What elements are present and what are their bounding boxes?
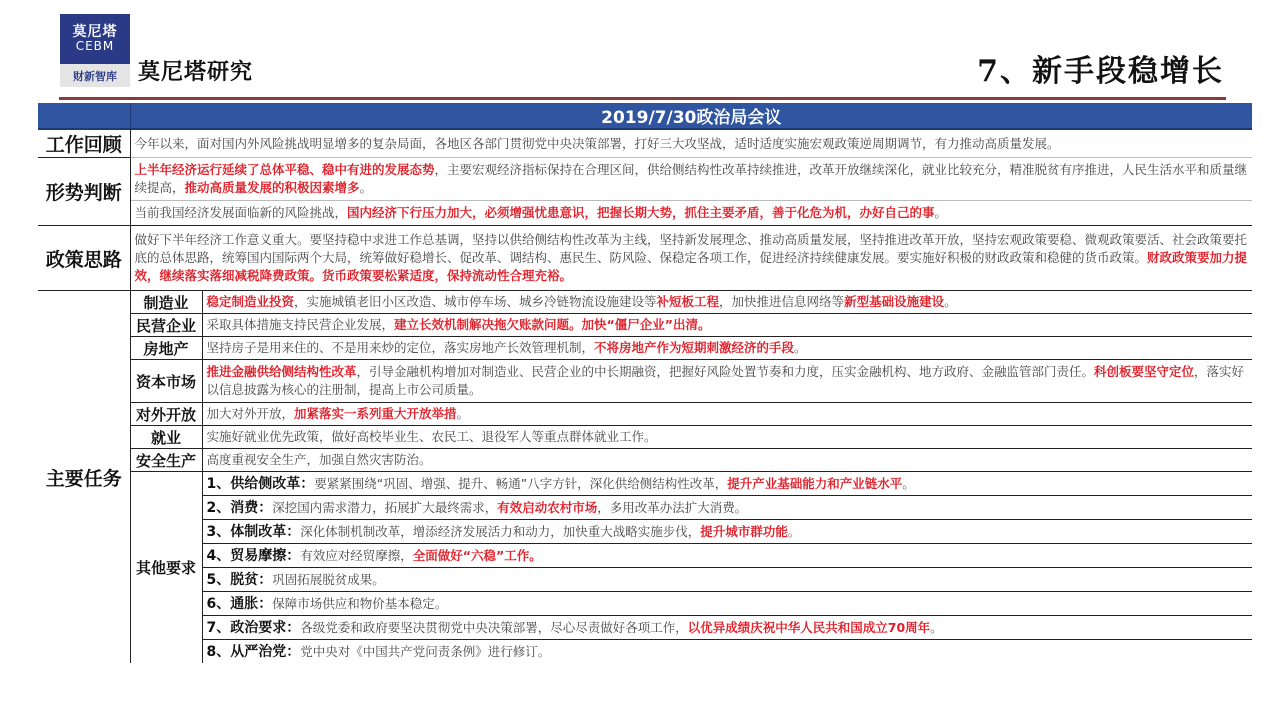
situation-end-2: 。 [934, 205, 948, 220]
other-item-row [38, 520, 1252, 544]
other-item-1 [202, 472, 1252, 496]
other-item-text: 深化体制机制改革，增添经济发展活力和动力，加快重大战略实施步伐， [300, 523, 701, 539]
private-enterprise-red: 建立长效机制解决拖欠账款问题。加快“僵尸企业”出清。 [394, 317, 711, 332]
situation-para-2 [130, 201, 1252, 226]
table-row-private-enterprise [38, 314, 1252, 337]
other-item-head: 3、体制改革： [206, 523, 301, 540]
capital-market-text-2: ，落实好以信息披露为核心的注册制，提高上市公司质量。 [206, 364, 1245, 397]
real-estate-text-1: 坚持房子是用来住的、不是用来炒的定位，落实房地产长效管理机制， [206, 340, 595, 355]
other-item-5 [202, 568, 1252, 592]
sub-label-employment: 就业 [130, 426, 202, 449]
other-item-tail: 。 [787, 523, 801, 539]
other-item-head: 2、消费： [206, 499, 273, 516]
other-item-row [38, 616, 1252, 640]
other-item-head: 8、从严治党： [206, 643, 301, 660]
logo-sub-text: 财新智库 [60, 64, 130, 87]
sub-label-safety: 安全生产 [130, 449, 202, 472]
row-label-situation: 形势判断 [38, 158, 130, 226]
other-item-row [38, 640, 1252, 664]
other-item-head: 1、供给侧改革： [206, 475, 315, 492]
other-item-text: 保障市场供应和物价基本稳定。 [272, 595, 448, 611]
other-item-6 [202, 592, 1252, 616]
manufacturing-text [202, 291, 1252, 314]
policy-thinking-red: 财政政策要加力提效，继续落实落细减税降费政策。货币政策要松紧适度，保持流动性合理充裕。 [134, 250, 1248, 283]
situation-text-1: ，主要宏观经济指标保持在合理区间，供给侧结构性改革持续推进，改革开放继续深化，就业比较充分，精准脱贫有序推进，人民生活水平和质量继续提高， [134, 162, 1248, 195]
policy-table [38, 103, 1252, 663]
logo-top [60, 14, 130, 64]
other-item-red: 以优异成绩庆祝中华人民共和国成立70周年 [687, 619, 931, 635]
real-estate-red: 不将房地产作为短期刺激经济的手段 [594, 340, 795, 355]
other-item-text: 各级党委和政府要坚决贯彻党中央决策部署，尽心尽责做好各项工作， [300, 619, 688, 635]
other-item-head: 7、政治要求： [206, 619, 301, 636]
header-corner-cell [38, 103, 130, 129]
real-estate-text [202, 337, 1252, 360]
private-enterprise-text [202, 314, 1252, 337]
title-rule-divider [59, 97, 1226, 100]
manufacturing-red-2: 补短板工程 [656, 294, 720, 309]
manufacturing-end: 。 [944, 294, 957, 309]
table-title: 2019/7/30政治局会议 [130, 103, 1252, 129]
situation-red-1: 上半年经济运行延续了总体平稳、稳中有进的发展态势 [134, 162, 435, 177]
manufacturing-red-1: 稳定制造业投资 [206, 294, 295, 309]
other-item-3 [202, 520, 1252, 544]
other-item-text: 党中央对《中国共产党问责条例》进行修订。 [300, 643, 551, 659]
table-row-real-estate [38, 337, 1252, 360]
slide-title: 7、新手段稳增长 [977, 54, 1224, 89]
table-row-policy-thinking [38, 226, 1252, 291]
table-row-work-review [38, 129, 1252, 158]
row-label-policy-thinking: 政策思路 [38, 226, 130, 291]
other-item-text: 有效应对经贸摩擦， [300, 547, 413, 563]
manufacturing-red-3: 新型基础设施建设 [844, 294, 945, 309]
other-item-red: 提升产业基础能力和产业链水平 [727, 475, 903, 491]
other-item-text: 深挖国内需求潜力，拓展扩大最终需求， [272, 499, 498, 515]
situation-end-1: 。 [359, 180, 373, 195]
other-item-head: 4、贸易摩擦： [206, 547, 301, 564]
other-item-row [38, 544, 1252, 568]
row-label-work-review: 工作回顾 [38, 129, 130, 158]
other-item-8 [202, 640, 1252, 664]
other-item-row [38, 592, 1252, 616]
other-item-red: 有效启动农村市场 [497, 499, 598, 515]
cebm-logo [60, 14, 130, 87]
other-item-red: 提升城市群功能 [700, 523, 788, 539]
other-item-2 [202, 496, 1252, 520]
manufacturing-text-2: ，加快推进信息网络等 [719, 294, 845, 309]
other-item-row [38, 496, 1252, 520]
sub-label-other: 其他要求 [130, 472, 202, 664]
capital-market-text-1: ，引导金融机构增加对制造业、民营企业的中长期融资，把握好风险处置节奏和力度，压实金融机构、地方政府、金融监管部门责任。 [356, 364, 1095, 379]
other-item-head: 5、脱贫： [206, 571, 273, 588]
real-estate-end: 。 [794, 340, 807, 355]
table-row-capital-market [38, 360, 1252, 403]
other-item-tail: 。 [902, 475, 915, 491]
opening-up-text-1: 加大对外开放， [206, 406, 295, 421]
capital-market-red-2: 科创板要坚守定位 [1094, 364, 1195, 379]
capital-market-text [202, 360, 1252, 403]
sub-label-opening-up: 对外开放 [130, 403, 202, 426]
sub-label-capital-market: 资本市场 [130, 360, 202, 403]
other-item-tail: ，多用改革办法扩大消费。 [597, 499, 748, 515]
sub-label-real-estate: 房地产 [130, 337, 202, 360]
other-item-text: 巩固拓展脱贫成果。 [272, 571, 385, 587]
policy-thinking-body: 做好下半年经济工作意义重大。要坚持稳中求进工作总基调，坚持以供给侧结构性改革为主线，坚持新发展理念、推动高质量发展，坚持推进改革开放，坚持宏观政策要稳、微观政策要活、社会政策要托底的总体思路，统筹国内国际两个大局，统筹做好稳增长、促改革、调结构、惠民生、防风险、保稳定各项工作，促进经济持续健康发展。要实施好积极的财政政策和稳健的货币政策。 [134, 232, 1248, 265]
table-row-situation-2 [38, 201, 1252, 226]
private-enterprise-text-1: 采取具体措施支持民营企业发展， [206, 317, 395, 332]
capital-market-red-1: 推进金融供给侧结构性改革 [206, 364, 357, 379]
other-item-red: 全面做好“六稳”工作。 [412, 547, 542, 563]
opening-up-red: 加紧落实一系列重大开放举措 [294, 406, 457, 421]
manufacturing-text-1: ，实施城镇老旧小区改造、城市停车场、城乡冷链物流设施建设等 [294, 294, 657, 309]
brand-title: 莫尼塔研究 [138, 59, 254, 85]
sub-label-manufacturing: 制造业 [130, 291, 202, 314]
row-label-main-tasks: 主要任务 [38, 291, 130, 664]
other-item-7 [202, 616, 1252, 640]
opening-up-end: 。 [456, 406, 470, 421]
situation-para-1 [130, 158, 1252, 201]
table-row-manufacturing [38, 291, 1252, 314]
other-item-4 [202, 544, 1252, 568]
other-item-text: 要紧紧围绕“巩固、增强、提升、畅通”八字方针，深化供给侧结构性改革， [314, 475, 728, 491]
logo-en-text: CEBM [75, 39, 115, 53]
other-item-row [38, 472, 1252, 496]
table-header-row [38, 103, 1252, 129]
situation-text-2: 当前我国经济发展面临新的风险挑战， [134, 205, 348, 220]
opening-up-text [202, 403, 1252, 426]
table-row-situation [38, 158, 1252, 201]
table-row-opening-up [38, 403, 1252, 426]
table-row-safety [38, 449, 1252, 472]
work-review-text: 今年以来，面对国内外风险挑战明显增多的复杂局面，各地区各部门贯彻党中央决策部署，打好三大攻坚战，适时适度实施宏观政策逆周期调节，有力推动高质量发展。 [130, 129, 1252, 158]
sub-label-private-enterprise: 民营企业 [130, 314, 202, 337]
safety-text: 高度重视安全生产，加强自然灾害防治。 [202, 449, 1252, 472]
other-item-tail: 。 [930, 619, 943, 635]
other-item-head: 6、通胀： [206, 595, 273, 612]
situation-red-3: 国内经济下行压力加大，必须增强忧患意识，把握长期大势，抓住主要矛盾，善于化危为机，办好自己的事 [347, 205, 935, 220]
logo-cn-text: 莫尼塔 [72, 24, 118, 40]
policy-thinking-text [130, 226, 1252, 291]
situation-red-2: 推动高质量发展的积极因素增多 [184, 180, 360, 195]
table-row-employment [38, 426, 1252, 449]
other-item-row [38, 568, 1252, 592]
employment-text: 实施好就业优先政策，做好高校毕业生、农民工、退役军人等重点群体就业工作。 [202, 426, 1252, 449]
